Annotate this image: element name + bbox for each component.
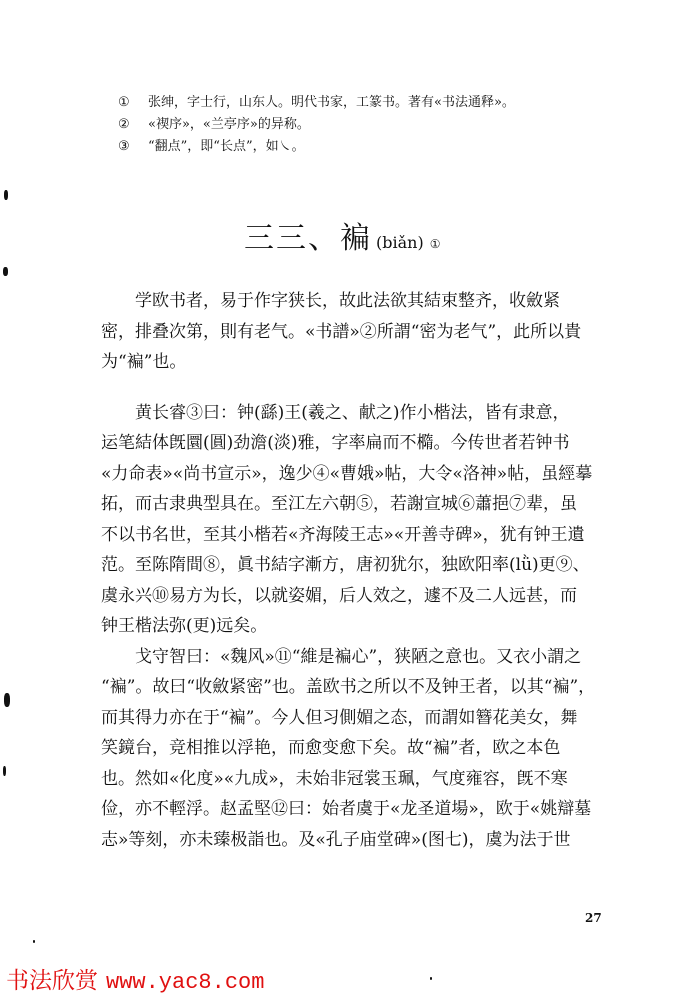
text-line: 为“褊”也。 [101,352,187,372]
watermark-url: www.yac8.com [106,970,265,995]
text-line: 俭，亦不輕浮。赵孟堅⑫曰：始者虞于«龙圣道場»，欧于«姚辯墓 [101,799,592,819]
page-number: 27 [585,911,602,925]
text-line: 不以书名世，至其小楷若«齐海陵王志»«开善寺碑»，犹有钟王遺 [101,524,585,545]
text-line: «力命表»«尚书宣示»，逸少④«曹娥»帖，大令«洛神»帖，虽經摹 [101,463,593,484]
text-line: 范。至陈隋間⑧，眞书結字漸方，唐初犹尔，独欧阳率(lǜ)更⑨、 [101,555,590,575]
section-title [244,213,440,257]
text-line: 学欧书者，易于作字狭长，故此法欲其結束整齐，收斂紧 [135,291,560,311]
text-line: 黄长睿③曰：钟(繇)王(羲之、献之)作小楷法，皆有隶意， [135,402,570,423]
text-line: 钟王楷法弥(更)远矣。 [101,616,268,636]
watermark-text: 书法欣赏 [6,968,98,994]
footnote-2 [118,114,618,136]
watermark [6,962,264,995]
text-line: 而其得力亦在于“褊”。今人但习側媚之态，而謂如簪花美女，舞 [101,707,578,728]
text-line: 虞永兴⑩易方为长，以就姿媚，后人效之，遽不及二人远甚，而 [101,585,577,606]
footnote-number: ① [118,95,130,110]
text-line: 拓，而古隶典型具在。至江左六朝⑤，若謝宣城⑥蕭挹⑦辈，虽 [101,494,577,514]
body-text [101,286,632,855]
text-line: 笑鏡台，竞相推以浮艳，而愈变愈下矣。故“褊”者，欧之本色 [101,738,561,758]
paragraph-3 [101,642,632,856]
section-character: 褊 [340,221,372,256]
scan-speck [3,267,8,276]
footnote-number: ② [118,117,130,132]
scan-speck [4,190,8,200]
text-line: 也。然如«化度»«九成»，未始非冠裳玉珮，气度雍容，旣不寒 [101,768,568,789]
section-number: 三三、 [244,221,340,256]
text-line: 戈守智曰：«魏风»⑪“維是褊心”，狭陋之意也。又衣小謂之 [135,646,582,667]
section-pinyin: (biǎn) [376,233,424,252]
footnote-text: «禊序»，«兰亭序»的异称。 [148,117,310,132]
paragraph-1 [101,286,632,378]
scan-speck [3,766,6,776]
text-line: “褊”。故曰“收斂紧密”也。盖欧书之所以不及钟王者，以其“褊”， [101,677,596,697]
scan-speck [430,977,432,980]
footnote-1 [118,92,618,114]
text-line: 运笔結体旣圜(圓)劲澹(淡)雅，字率扁而不橢。今传世者若钟书 [101,433,570,453]
paragraph-2 [101,398,632,642]
footnote-3 [118,136,618,158]
footnotes [118,92,618,158]
footnote-ref: ① [429,237,441,251]
text-line: 密，排叠次第，則有老气。«书譜»②所謂“密为老气”，此所以貴 [101,321,582,342]
scan-speck [4,693,10,707]
footnote-text: 张绅，字士行，山东人。明代书家，工篆书。著有«书法通释»。 [148,95,515,110]
text-line: 志»等刻，亦未臻极詣也。及«孔子庙堂碑»(图七)，虞为法于世 [101,829,571,850]
scan-speck [33,940,35,943]
footnote-text: “翻点”，即“长点”，如㇏。 [148,139,305,154]
footnote-number: ③ [118,139,130,154]
